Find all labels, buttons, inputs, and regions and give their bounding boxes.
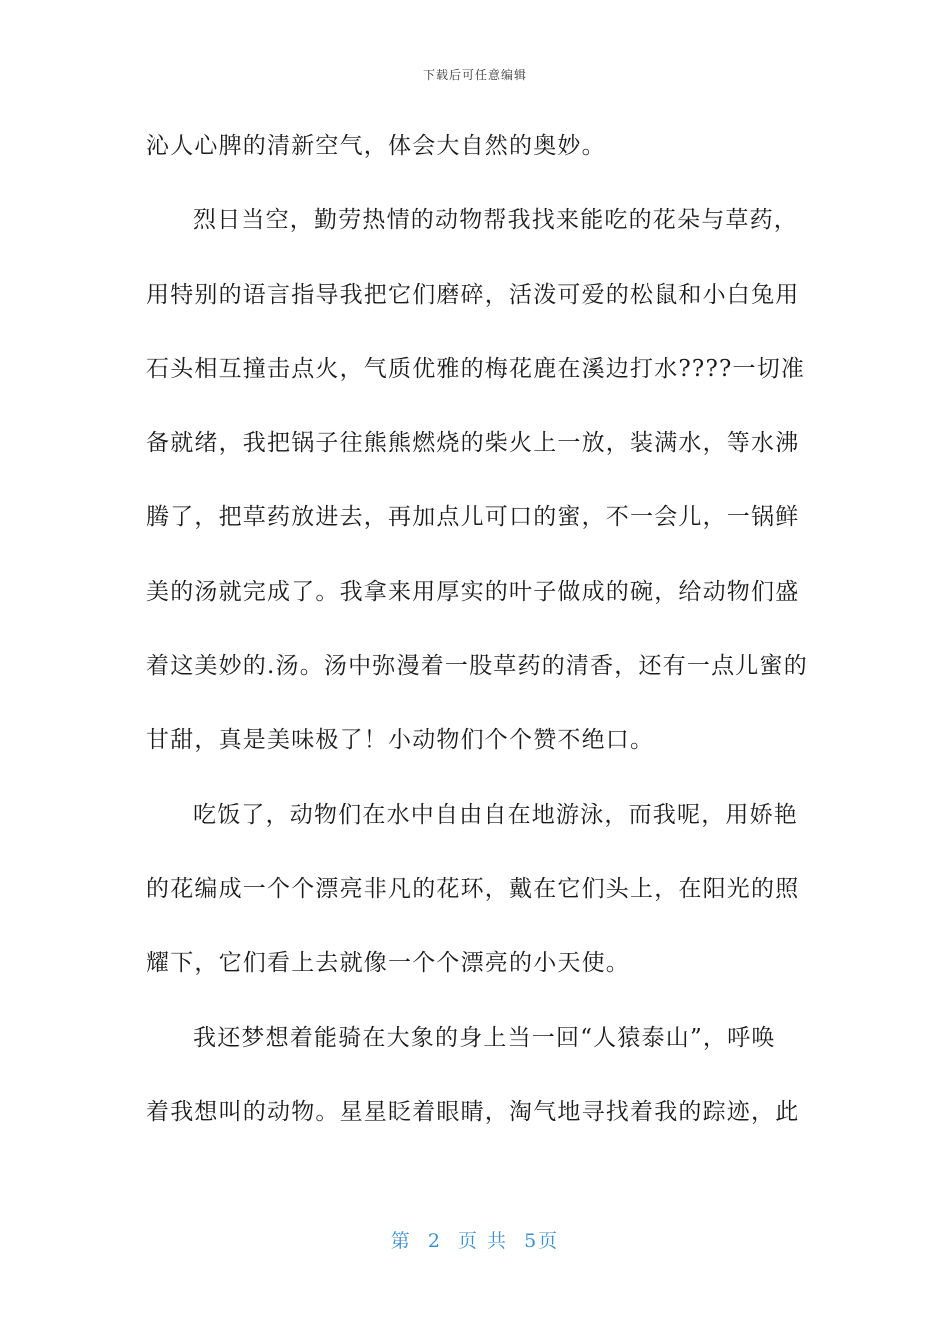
text-line-6: 腾了，把草药放进去，再加点儿可口的蜜，不一会儿，一锅鲜 — [146, 504, 800, 531]
footer-prefix: 第 — [390, 1230, 412, 1252]
footer-middle: 页 共 — [458, 1230, 509, 1252]
page-footer — [0, 1226, 950, 1253]
text-line-11: 的花编成一个个漂亮非凡的花环，戴在它们头上，在阳光的照 — [146, 875, 800, 902]
page-header: 下载后可任意编辑 — [422, 68, 527, 82]
text-line-9: 甘甜，真是美味极了！小动物们个个赞不绝口。 — [146, 727, 655, 754]
text-line-3: 用特别的语言指导我把它们磨碎，活泼可爱的松鼠和小白兔用 — [146, 281, 800, 308]
text-line-14: 着我想叫的动物。星星眨着眼睛，淘气地寻找着我的踪迹，此 — [146, 1098, 800, 1125]
text-line-8: 着这美妙的.汤。汤中弥漫着一股草药的清香，还有一点儿蜜的 — [146, 653, 808, 680]
text-line-13: 我还梦想着能骑在大象的身上当一回“人猿泰山”，呼唤 — [193, 1024, 776, 1051]
text-line-2: 烈日当空，勤劳热情的动物帮我找来能吃的花朵与草药， — [193, 207, 798, 234]
text-line-10: 吃饭了，动物们在水中自由自在地游泳，而我呢，用娇艳 — [193, 801, 798, 828]
body-text — [146, 120, 806, 1160]
text-line-4: 石头相互撞击点火，气质优雅的梅花鹿在溪边打水????一切准 — [146, 355, 806, 382]
text-line-1: 沁人心脾的清新空气，体会大自然的奥妙。 — [146, 133, 606, 159]
footer-total-pages: 5页 — [524, 1230, 560, 1252]
text-line-7: 美的汤就完成了。我拿来用厚实的叶子做成的碗，给动物们盛 — [146, 578, 800, 605]
text-line-12: 耀下，它们看上去就像一个个漂亮的小天使。 — [146, 950, 630, 977]
footer-page-number: 2 — [427, 1230, 442, 1252]
text-line-5: 备就绪，我把锅子往熊熊燃烧的柴火上一放，装满水，等水沸 — [146, 430, 800, 457]
